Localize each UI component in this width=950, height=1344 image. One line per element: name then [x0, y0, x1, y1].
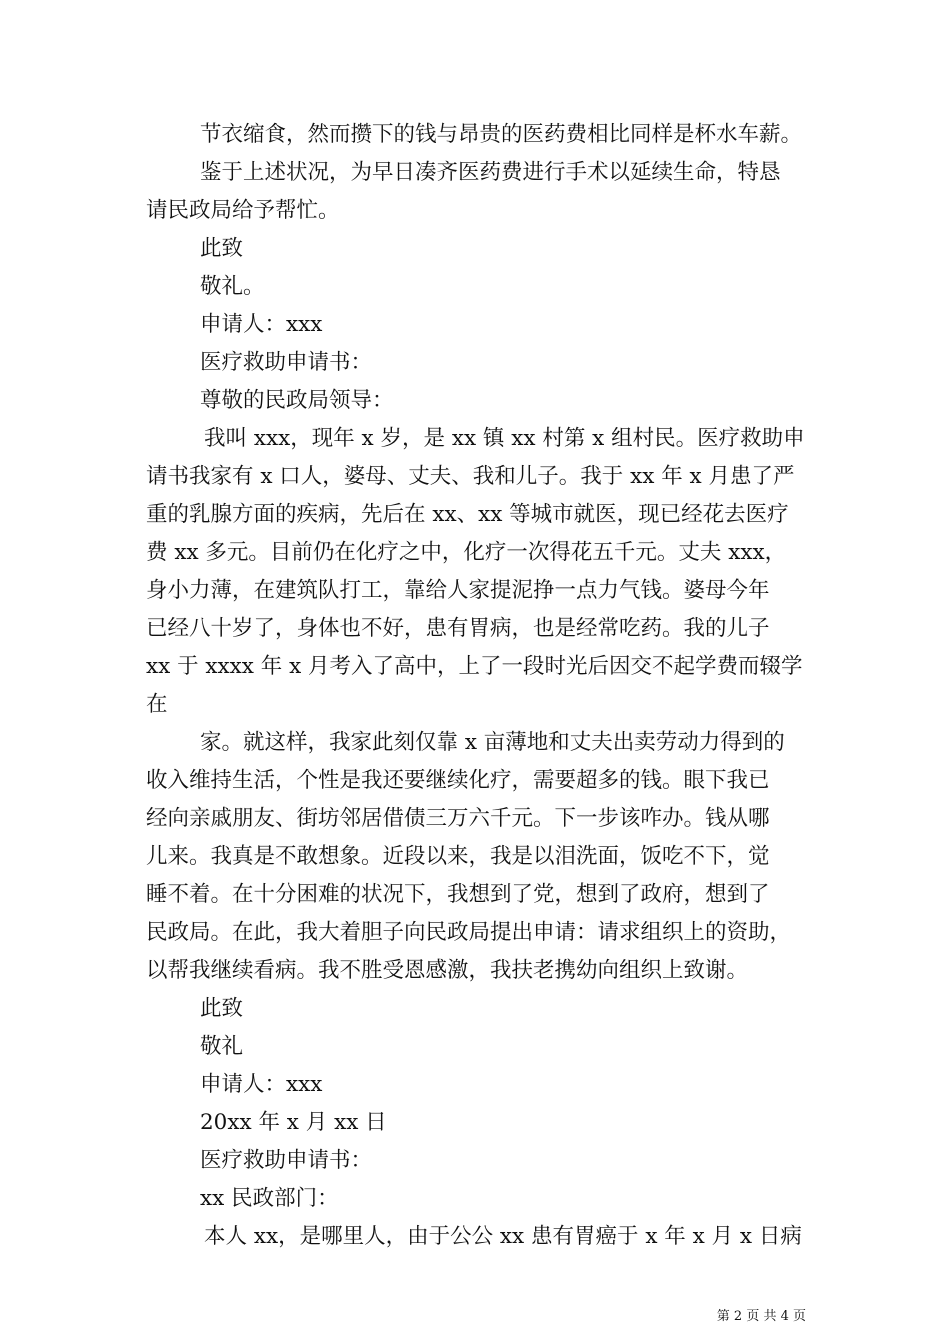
salutation-line: 此致: [200, 236, 244, 261]
text-line: 儿来。我真是不敢想象。近段以来，我是以泪洗面，饭吃不下，觉: [146, 844, 770, 869]
text-line: 家。就这样，我家此刻仅靠 x 亩薄地和丈夫出卖劳动力得到的: [200, 730, 785, 755]
text-line: 请书我家有 x 口人，婆母、丈夫、我和儿子。我于 xx 年 x 月患了严: [146, 464, 795, 489]
text-line: 经向亲戚朋友、街坊邻居借债三万六千元。下一步该咋办。钱从哪: [146, 806, 770, 831]
addressee-line: 尊敬的民政局领导：: [200, 388, 394, 413]
text-line: 以帮我继续看病。我不胜受恩感激，我扶老携幼向组织上致谢。: [146, 958, 749, 983]
page-number: 第 2 页 共 4 页: [716, 1309, 806, 1324]
text-line: 重的乳腺方面的疾病，先后在 xx、xx 等城市就医，现已经花去医疗: [146, 502, 789, 527]
salutation-line: 敬礼: [200, 1034, 244, 1059]
text-line: 鉴于上述状况，为早日凑齐医药费进行手术以延续生命，特恳: [200, 160, 781, 185]
document-body: [146, 116, 806, 1256]
text-line: 本人 xx，是哪里人，由于公公 xx 患有胃癌于 x 年 x 月 x 日病: [204, 1224, 802, 1249]
applicant-line: 申请人：xxx: [200, 1072, 323, 1097]
text-line: 睡不着。在十分困难的状况下，我想到了党，想到了政府，想到了: [146, 882, 770, 907]
text-line: 在: [146, 692, 168, 717]
addressee-line: xx 民政部门：: [200, 1186, 339, 1211]
date-line: 20xx 年 x 月 xx 日: [200, 1110, 387, 1135]
salutation-line: 敬礼。: [200, 274, 265, 299]
text-line: 节衣缩食，然而攒下的钱与昂贵的医药费相比同样是杯水车薪。: [200, 122, 803, 147]
text-line: 民政局。在此，我大着胆子向民政局提出申请：请求组织上的资助，: [146, 920, 792, 945]
text-line: 已经八十岁了，身体也不好，患有胃病，也是经常吃药。我的儿子: [146, 616, 770, 641]
salutation-line: 此致: [200, 996, 244, 1021]
text-line: 我叫 xxx，现年 x 岁，是 xx 镇 xx 村第 x 组村民。医疗救助申: [204, 426, 805, 451]
section-title: 医疗救助申请书：: [200, 1148, 373, 1173]
text-line: 请民政局给予帮忙。: [146, 198, 340, 223]
applicant-line: 申请人：xxx: [200, 312, 323, 337]
text-line: 费 xx 多元。目前仍在化疗之中，化疗一次得花五千元。丈夫 xxx，: [146, 540, 787, 565]
text-line: 收入维持生活，个性是我还要继续化疗，需要超多的钱。眼下我已: [146, 768, 770, 793]
text-line: xx 于 xxxx 年 x 月考入了高中，上了一段时光后因交不起学费而辍学: [146, 654, 803, 679]
text-line: 身小力薄，在建筑队打工，靠给人家提泥挣一点力气钱。婆母今年: [146, 578, 770, 603]
section-title: 医疗救助申请书：: [200, 350, 373, 375]
